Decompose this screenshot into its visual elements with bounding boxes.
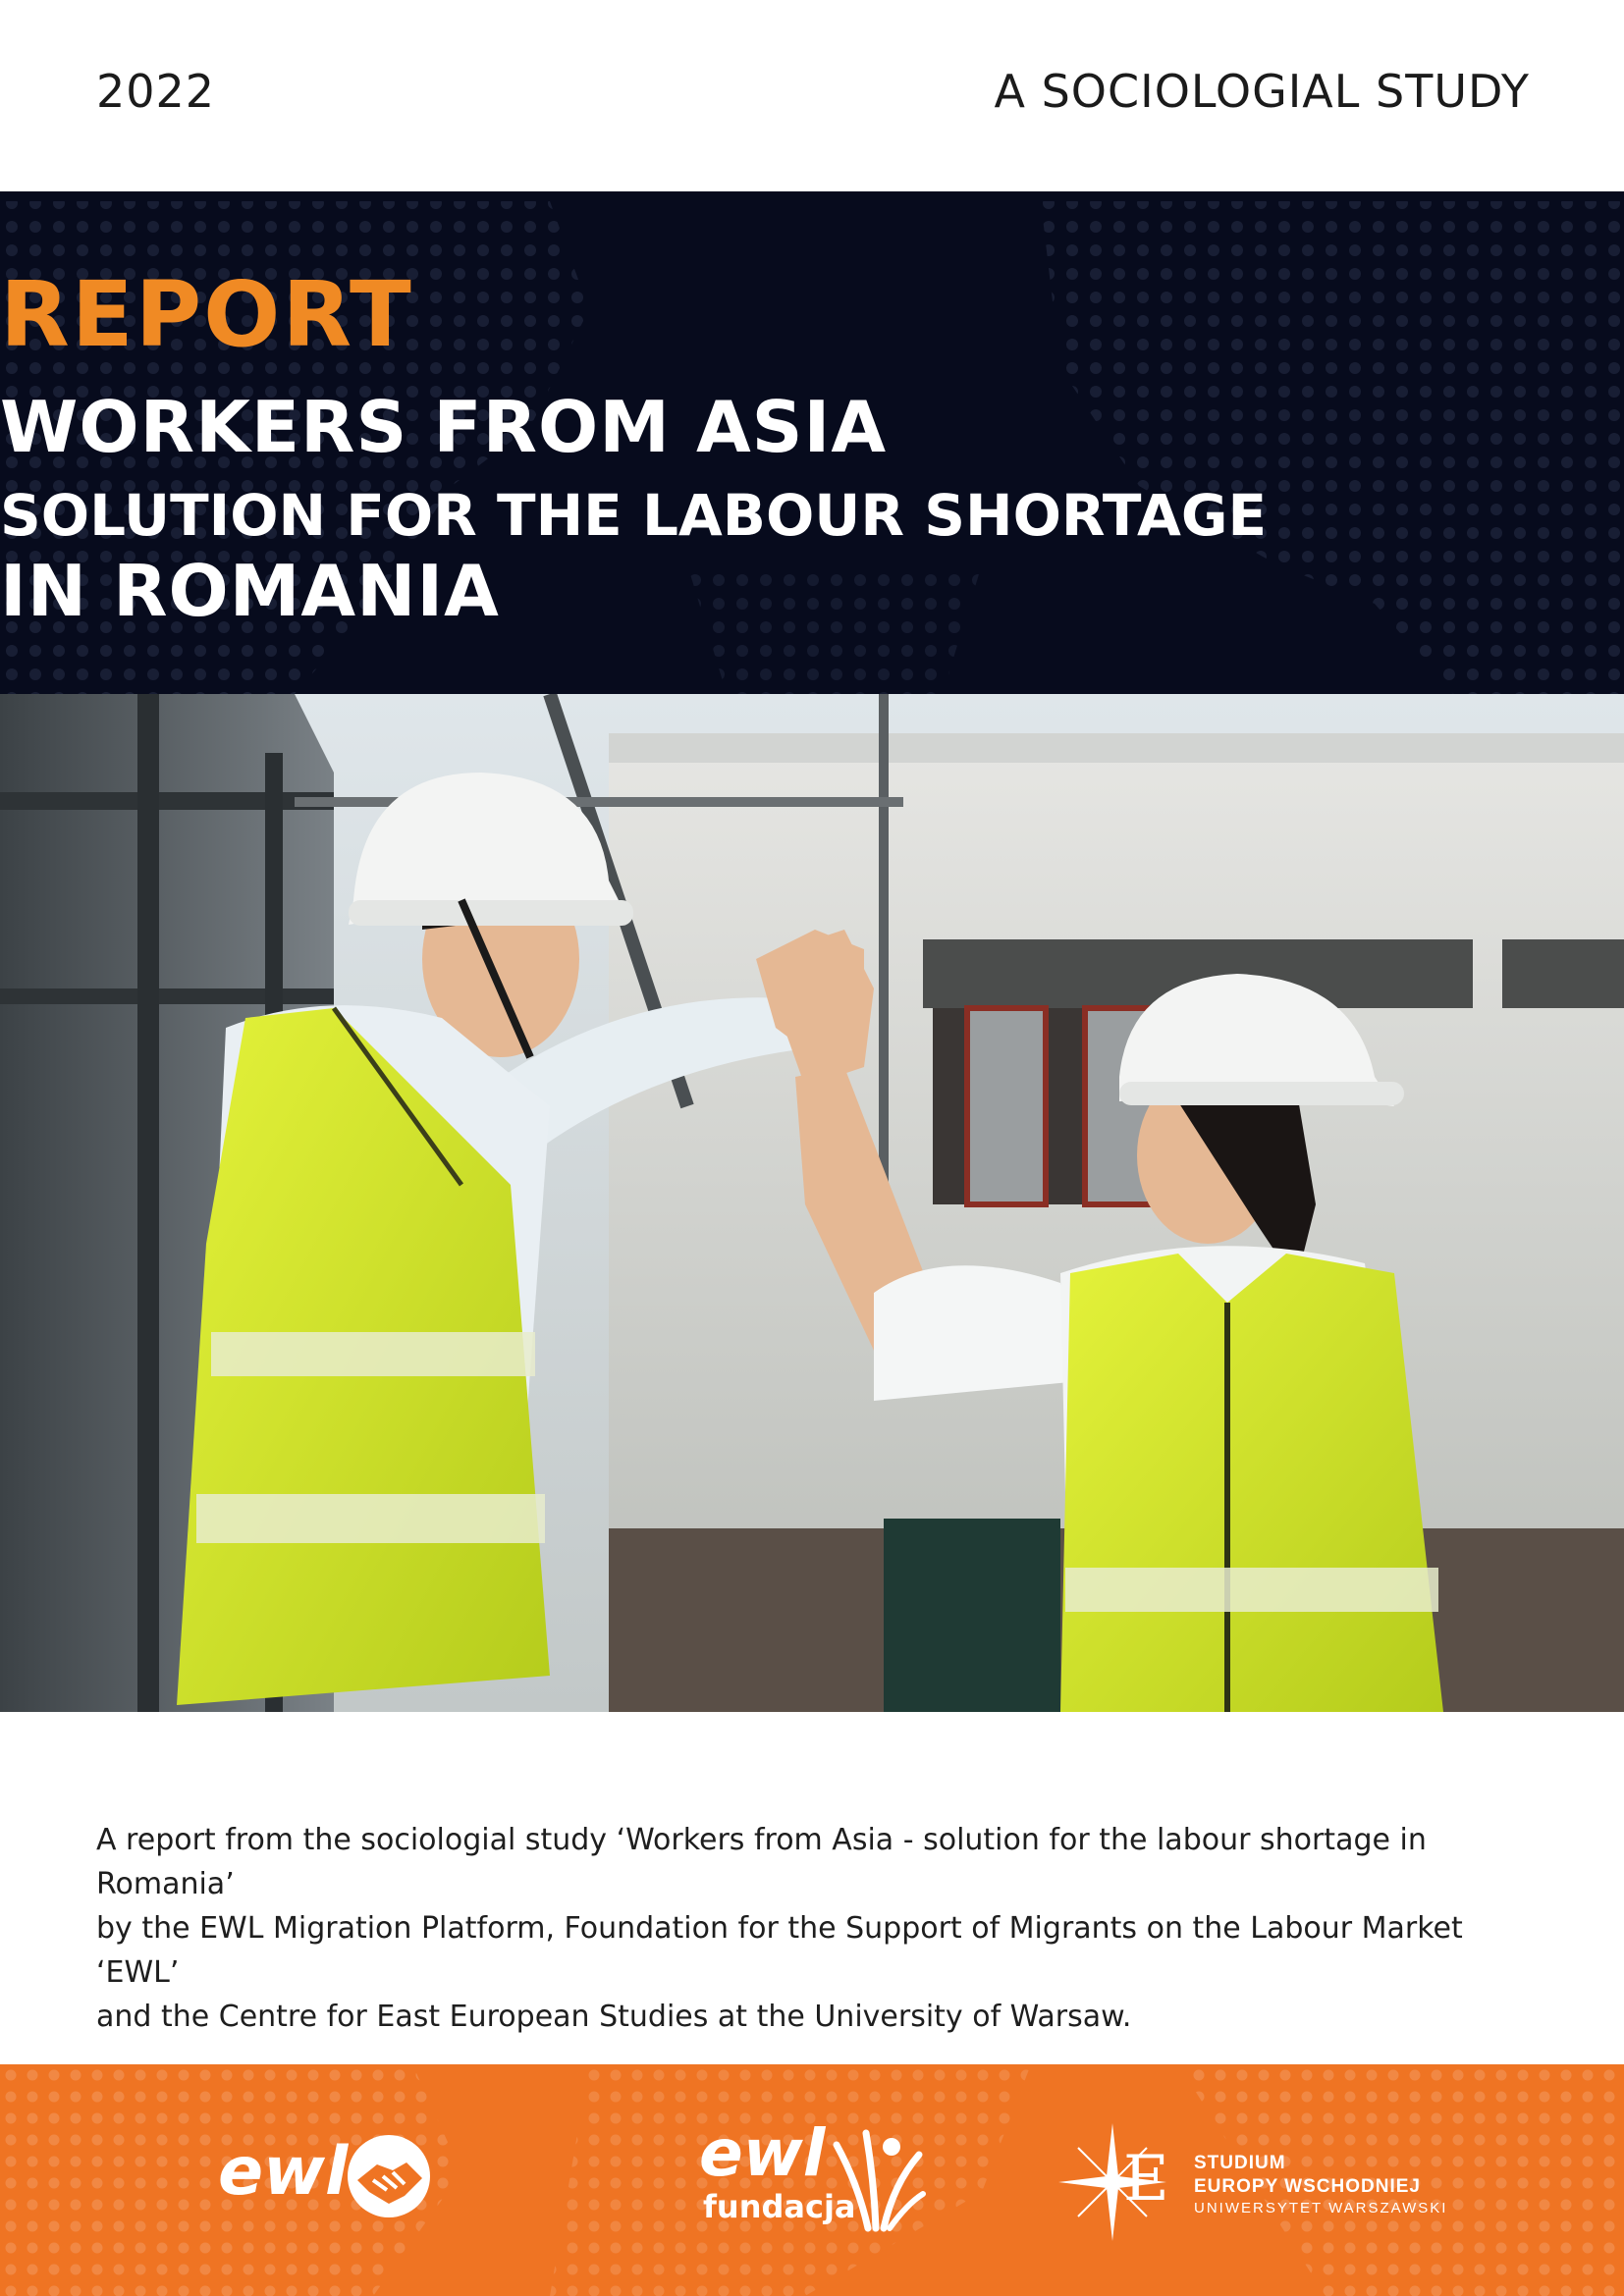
handshake-icon (344, 2131, 434, 2221)
ewl-logo-wordmark: ewl (218, 2133, 349, 2211)
study-type-label: A SOCIOLOGIAL STUDY (994, 65, 1530, 118)
ewl-fundacja-wordmark: ewl (699, 2115, 826, 2191)
studium-line-1: STUDIUM (1194, 2153, 1286, 2173)
ewl-fundacja-logo (699, 2115, 935, 2243)
studium-logo-letter: E (1123, 2143, 1169, 2216)
studium-line-3: UNIWERSYTET WARSZAWSKI (1194, 2200, 1448, 2216)
footer-logo-bar (0, 2064, 1624, 2296)
description-line-2: by the EWL Migration Platform, Foundation for the Support of Migrants on the Labour Market ‘EWL’ (96, 1911, 1463, 1990)
top-bar (0, 0, 1624, 191)
grass-sprout-icon (829, 2125, 927, 2233)
report-title-line-2: SOLUTION FOR THE LABOUR SHORTAGE (0, 482, 1268, 549)
studium-line-2: EUROPY WSCHODNIEJ (1194, 2176, 1421, 2197)
report-description (96, 1818, 1540, 2039)
ewl-logo (218, 2125, 444, 2233)
publication-year: 2022 (96, 65, 216, 118)
report-kicker: REPORT (0, 262, 413, 367)
cover-photo-workers-high-five (0, 694, 1624, 1712)
fundacja-wordmark: fundacja (703, 2188, 856, 2225)
cover-photo-illustration (0, 694, 1624, 1712)
description-line-1: A report from the sociologial study ‘Workers from Asia - solution for the labour shortage in Romania’ (96, 1823, 1427, 1901)
studium-europy-wschodniej-logo (1058, 2123, 1471, 2241)
report-title-line-1: WORKERS FROM ASIA (0, 386, 888, 468)
description-line-3: and the Centre for East European Studies at the University of Warsaw. (96, 2000, 1132, 2034)
report-title-line-3: IN ROMANIA (0, 550, 500, 632)
title-banner (0, 191, 1624, 694)
